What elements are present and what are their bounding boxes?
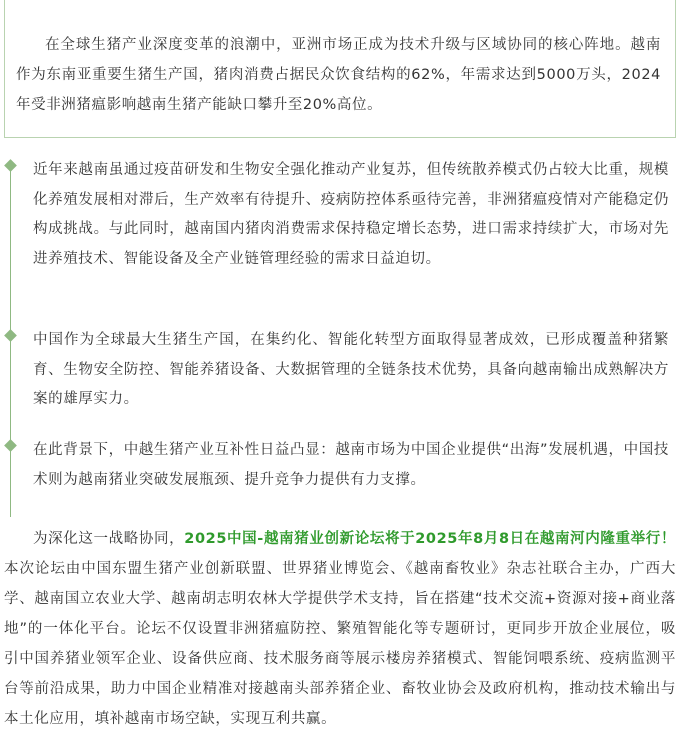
diamond-bullet-icon <box>4 439 17 452</box>
closing-lead: 为深化这一战略协同， <box>33 531 185 547</box>
point-paragraph-1: 近年来越南虽通过疫苗研发和生物安全强化推动产业复苏，但传统散养模式仍占较大比重，规模化养殖发展相对滞后，生产效率有待提升、疫病防控体系亟待完善，非洲猪瘟疫情对产能稳定仍构成挑战。与此同时，越南国内猪肉消费需求保持稳定增长态势，进口需求持续扩大，市场对先进养殖技术、智能设备及全产业链管理经验的需求日益迫切。 <box>33 162 669 267</box>
forum-announcement-highlight: 2025中国-越南猪业创新论坛将于2025年8月8日在越南河内隆重举行！ <box>184 531 677 547</box>
intro-box <box>4 0 676 138</box>
intro-text: 在全球生猪产业深度变革的浪潮中，亚洲市场正成为技术升级与区域协同的核心阵地。越南作为东南亚重要生猪生产国，猪肉消费占据民众饮食结构的62%，年需求达到5000万头，2024年受非洲猪瘟影响越南生猪产能缺口攀升至20%高位。 <box>16 37 661 113</box>
diamond-bullet-icon <box>4 329 17 342</box>
closing-body: 本次论坛由中国东盟生猪产业创新联盟、世界猪业博览会、《越南畜牧业》杂志社联合主办，广西大学、越南国立农业大学、越南胡志明农林大学提供学术支持，旨在搭建“技术交流+资源对接+商业落地”的一体化平台。论坛不仅设置非洲猪瘟防控、繁殖智能化等专题研讨，更同步开放企业展位，吸引中国养猪业领军企业、设备供应商、技术服务商等展示楼房养猪模式、智能饲喂系统、疫病监测平台等前沿成果，助力中国企业精准对接越南头部养猪企业、畜牧业协会及政府机构，推动技术输出与本土化应用，填补越南市场空缺，实现互利共赢。 <box>4 561 676 727</box>
diamond-bullet-icon <box>4 159 17 172</box>
point-paragraph-3: 在此背景下，中越生猪产业互补性日益凸显：越南市场为中国企业提供“出海”发展机遇，中国技术则为越南猪业突破发展瓶颈、提升竞争力提供有力支撑。 <box>33 442 669 488</box>
point-paragraph-2: 中国作为全球最大生猪生产国，在集约化、智能化转型方面取得显著成效，已形成覆盖种猪繁育、生物安全防控、智能养猪设备、大数据管理的全链条技术优势，具备向越南输出成熟解决方案的雄厚实力。 <box>33 332 669 407</box>
closing-paragraph <box>4 524 676 734</box>
